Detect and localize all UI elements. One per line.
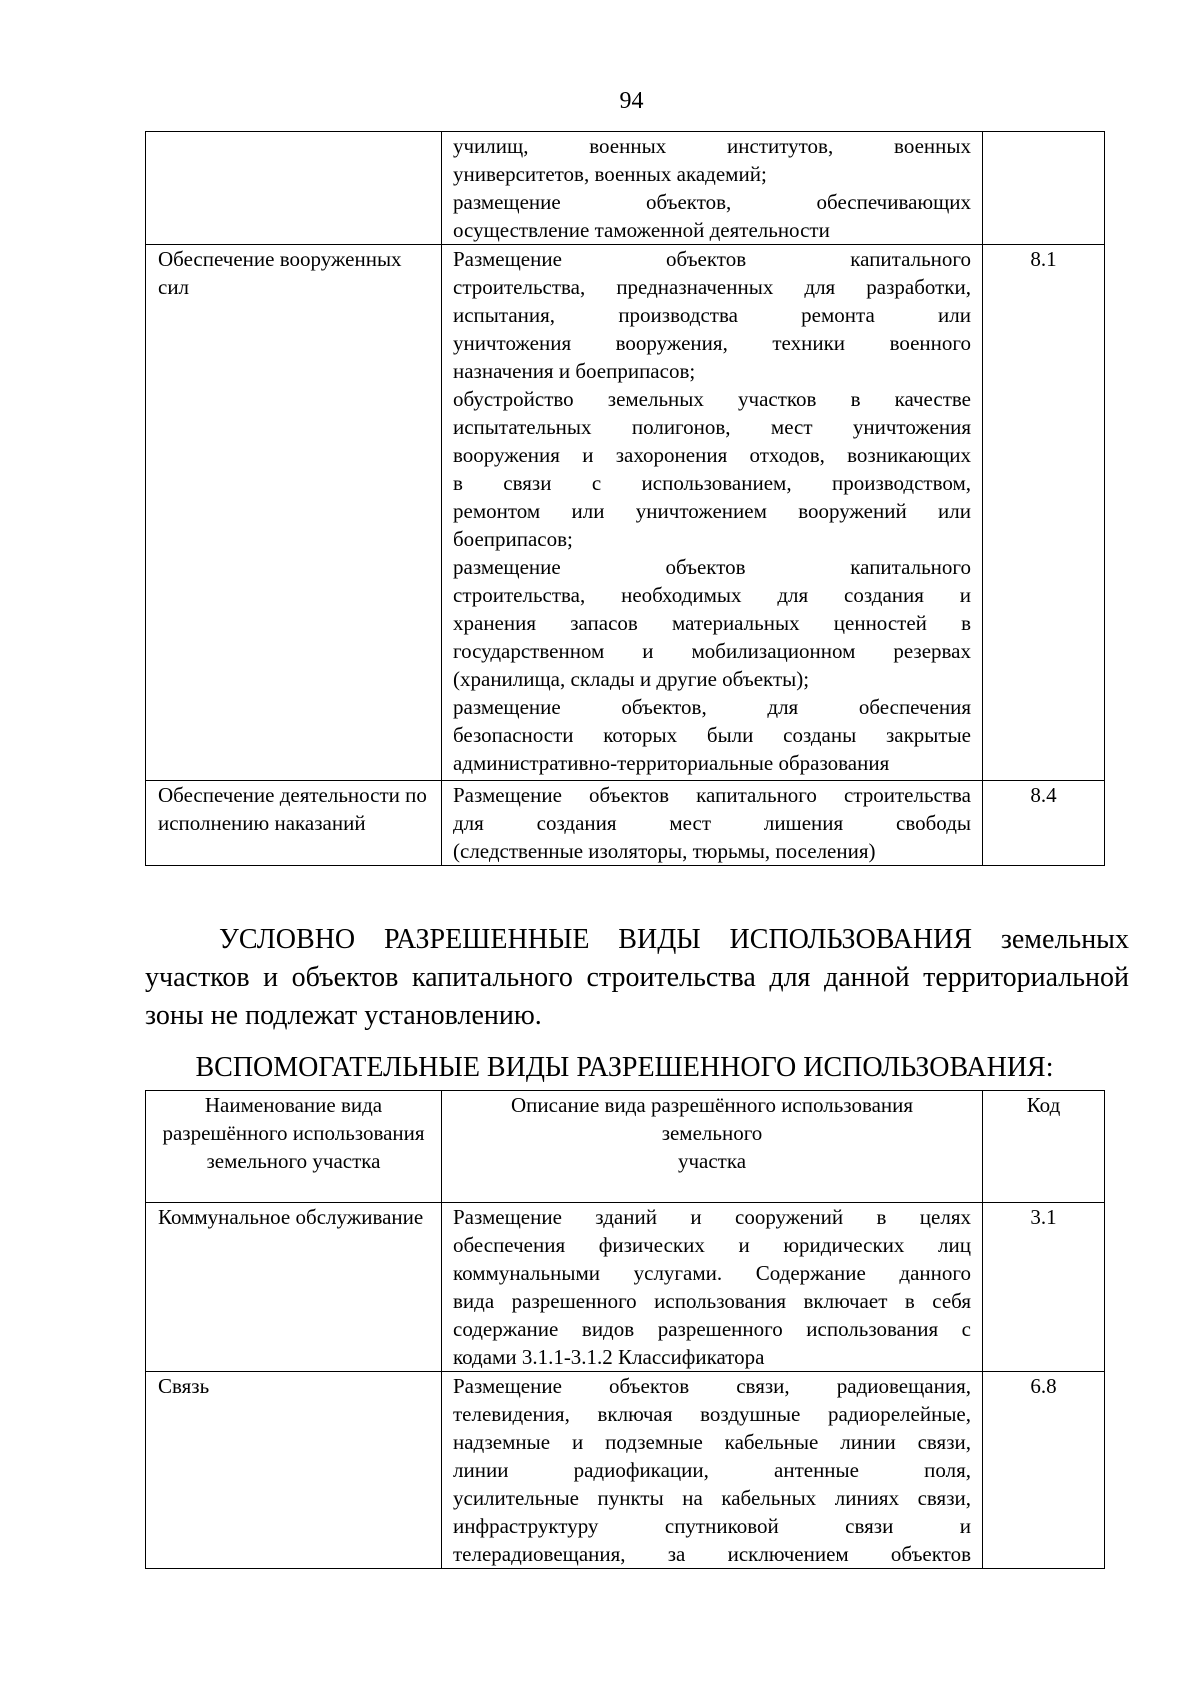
- header-code: Код: [983, 1091, 1105, 1203]
- description-line: вида разрешенного использования включает в себя: [453, 1289, 971, 1313]
- continued-usage-table: [145, 131, 1105, 866]
- usage-code-cell: 3.1: [983, 1203, 1105, 1372]
- description-line: обеспечения физических и юридических лиц: [453, 1233, 971, 1257]
- auxiliary-usage-heading: ВСПОМОГАТЕЛЬНЫЕ ВИДЫ РАЗРЕШЕННОГО ИСПОЛЬЗОВАНИЯ:: [195, 1052, 1054, 1083]
- description-line: для создания мест лишения свободы: [453, 811, 971, 835]
- header-description-line: участка: [677, 1149, 747, 1173]
- usage-code-cell: [983, 132, 1105, 245]
- description-line: испытания, производства ремонта или: [453, 303, 971, 327]
- description-line: испытательных полигонов, мест уничтожения: [453, 415, 971, 439]
- usage-description-cell: [442, 781, 983, 866]
- description-line: вооружения и захоронения отходов, возникающих: [453, 443, 971, 467]
- description-line: кодами 3.1.1-3.1.2 Классификатора: [453, 1345, 765, 1369]
- description-line: в связи с использованием, производством,: [453, 471, 971, 495]
- usage-code-cell: 8.1: [983, 245, 1105, 781]
- table-row: [146, 245, 1105, 781]
- description-line: размещение объектов капитального: [453, 555, 971, 579]
- description-line: административно-территориальные образования: [453, 751, 890, 775]
- auxiliary-usage-table: [145, 1090, 1105, 1569]
- description-line: осуществление таможенной деятельности: [453, 218, 830, 242]
- description-line: усилительные пункты на кабельных линиях связи,: [453, 1486, 971, 1510]
- usage-name-cell: Обеспечение деятельности по исполнению наказаний: [146, 781, 442, 866]
- description-line: уничтожения вооружения, техники военного: [453, 331, 971, 355]
- description-line: надземные и подземные кабельные линии связи,: [453, 1430, 971, 1454]
- usage-name-cell: Связь: [146, 1372, 442, 1569]
- description-line: хранения запасов материальных ценностей в: [453, 611, 971, 635]
- usage-name-cell: [146, 132, 442, 245]
- description-line: телевидения, включая воздушные радиорелейные,: [453, 1402, 971, 1426]
- description-line: Размещение зданий и сооружений в целях: [453, 1205, 971, 1229]
- description-line: размещение объектов, для обеспечения: [453, 695, 971, 719]
- page-number: 94: [619, 88, 644, 114]
- description-line: назначения и боеприпасов;: [453, 359, 696, 383]
- table-row: [146, 132, 1105, 245]
- usage-description-cell: [442, 1203, 983, 1372]
- description-line: обустройство земельных участков в качестве: [453, 387, 971, 411]
- usage-description-cell: [442, 1372, 983, 1569]
- description-line: государственном и мобилизационном резервах: [453, 639, 971, 663]
- header-description-line: Описание вида разрешённого использования: [510, 1093, 914, 1117]
- description-line: инфраструктуру спутниковой связи и: [453, 1514, 971, 1538]
- table-row: [146, 781, 1105, 866]
- description-line: размещение объектов, обеспечивающих: [453, 190, 971, 214]
- usage-name-cell: Обеспечение вооруженных сил: [146, 245, 442, 781]
- description-line: безопасности которых были созданы закрытые: [453, 723, 971, 747]
- table-row: [146, 1203, 1105, 1372]
- table-row: [146, 1372, 1105, 1569]
- usage-name-cell: Коммунальное обслуживание: [146, 1203, 442, 1372]
- description-line: строительства, необходимых для создания и: [453, 583, 971, 607]
- description-line: боеприпасов;: [453, 527, 573, 551]
- description-line: телерадиовещания, за исключением объектов: [453, 1542, 971, 1566]
- conditional-usage-paragraph: УСЛОВНО РАЗРЕШЕННЫЕ ВИДЫ ИСПОЛЬЗОВАНИЯ земельных участков и объектов капитального строительства для данной территориальной зоны не подлежат установлению.: [145, 924, 1129, 1031]
- description-line: училищ, военных институтов, военных: [453, 134, 971, 158]
- usage-description-cell: [442, 245, 983, 781]
- description-line: ремонтом или уничтожением вооружений или: [453, 499, 971, 523]
- description-line: коммунальными услугами. Содержание данного: [453, 1261, 971, 1285]
- description-line: (хранилища, склады и другие объекты);: [453, 667, 810, 691]
- usage-description-cell: [442, 132, 983, 245]
- description-line: строительства, предназначенных для разработки,: [453, 275, 971, 299]
- description-line: Размещение объектов капитального строительства: [453, 783, 971, 807]
- description-line: Размещение объектов капитального: [453, 247, 971, 271]
- description-line: (следственные изоляторы, тюрьмы, поселения): [453, 839, 876, 863]
- description-line: линии радиофикации, антенные поля,: [453, 1458, 971, 1482]
- usage-code-cell: 8.4: [983, 781, 1105, 866]
- header-description-line: земельного: [661, 1121, 763, 1145]
- header-description: [442, 1091, 983, 1203]
- description-line: содержание видов разрешенного использования с: [453, 1317, 971, 1341]
- description-line: Размещение объектов связи, радиовещания,: [453, 1374, 971, 1398]
- table-header-row: [146, 1091, 1105, 1203]
- usage-code-cell: 6.8: [983, 1372, 1105, 1569]
- header-name: Наименование вида разрешённого использования земельного участка: [146, 1091, 442, 1203]
- description-line: университетов, военных академий;: [453, 162, 767, 186]
